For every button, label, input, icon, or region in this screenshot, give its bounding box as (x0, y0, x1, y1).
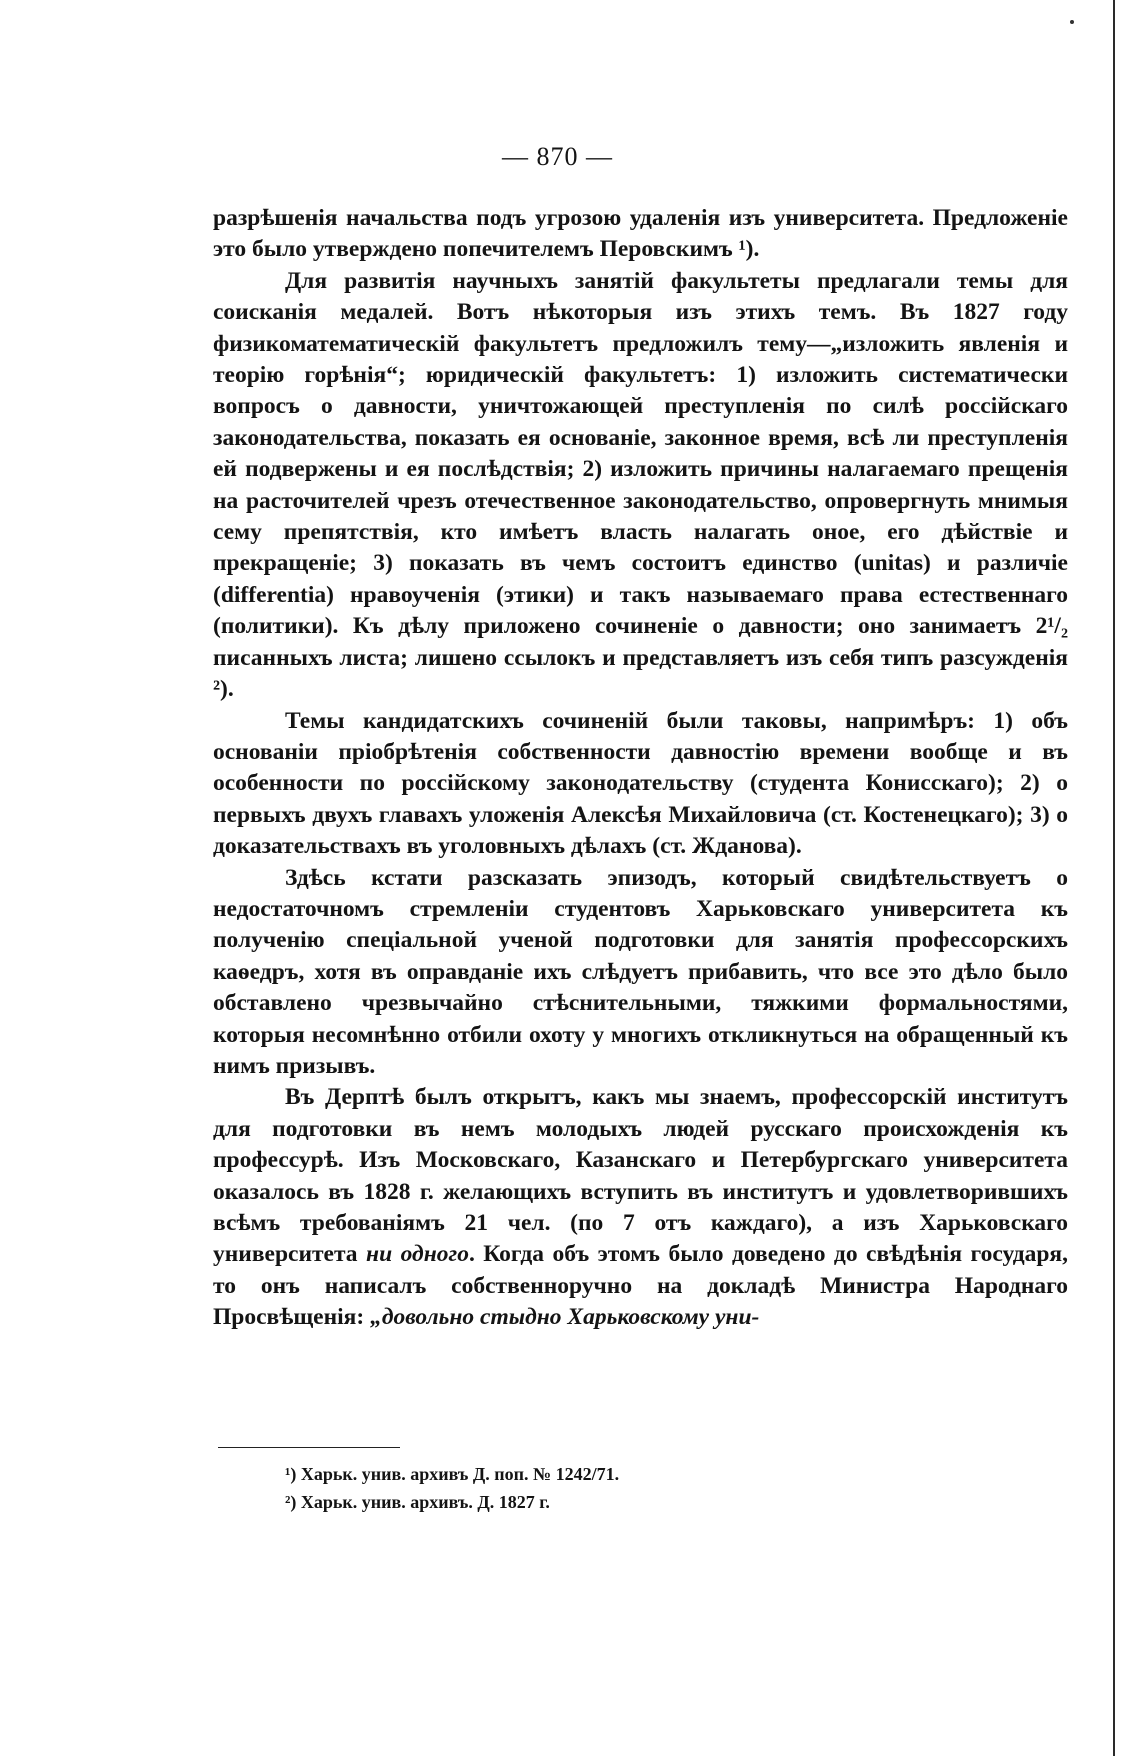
footnote-2: ²) Харьк. унив. архивъ. Д. 1827 г. (285, 1492, 550, 1512)
paragraph-3: Темы кандидатскихъ сочиненій были таковы, напримѣръ: 1) объ основаніи пріобрѣтенія собственности давностію времени вообще и въ особенности по россійскому законодательству (студента Конисскаго); 2) о первыхъ двухъ главахъ уложенія Алексѣя Михайловича (ст. Костенецкаго); 3) о доказательствахъ въ уголовныхъ дѣлахъ (ст. Жданова). (213, 707, 1068, 860)
paragraph-5-italic-a: ни одного (366, 1241, 469, 1268)
page-edge-line (1113, 0, 1115, 1756)
paragraph-5 (213, 1082, 1068, 1333)
paragraph-5-text-a: Въ Дерптѣ былъ открытъ, какъ мы знаемъ, профессорскій институтъ для подготовки въ немъ молодыхъ людей русскаго происхожденія къ профессурѣ. Изъ Московскаго, Казанскаго и Петербургскаго университета оказалось въ 1828 г. желающихъ вступить въ институтъ и удовлетворившихъ всѣмъ требованіямъ 21 чел. (по 7 отъ каждаго), а изъ Харьковскаго университета (213, 1084, 1068, 1268)
footnote-1: ¹) Харьк. унив. архивъ Д. поп. № 1242/71. (285, 1464, 620, 1484)
paragraph-2: Для развитія научныхъ занятій факультеты предлагали темы для соисканія медалей. Вотъ нѣкоторыя изъ этихъ темъ. Въ 1827 году физикоматематическій факультетъ предложилъ тему—„изложить явленія и теорію горѣнія“; юридическій факультетъ: 1) изложить систематически вопросъ о давности, уничтожающей преступленія по силѣ россійскаго законодательства, показать ея основаніе, законное время, всѣ ли преступленія ей подвержены и ея послѣдствія; 2) изложить причины налагаемаго прещенія на расточителей чрезъ отечественное законодательство, опровергнуть мнимыя сему препятствія, кто имѣетъ власть налагать оное, его дѣйствіе и прекращеніе; 3) показать въ чемъ состоитъ единство (unitas) и различіе (differentia) нравоученія (этики) и такъ называемаго права естественнаго (политики). Къ дѣлу приложено сочиненіе о давности; оно занимаетъ 2¹/₂ писанныхъ листа; лишено ссылокъ и представляетъ изъ себя типъ разсужденія ²). (213, 267, 1068, 703)
footnotes (285, 1460, 985, 1516)
paragraph-5-text-b: . Когда объ этомъ было доведено до свѣдѣнія государя, то онъ написалъ собственноручно на докладѣ Министра Народнаго Просвѣщенія: (213, 1241, 1069, 1331)
paragraph-5-italic-b: „довольно стыдно Харьковскому уни- (370, 1304, 760, 1331)
scan-speck (1070, 20, 1074, 24)
footnote-separator (218, 1447, 400, 1448)
paragraph-4: Здѣсь кстати разсказать эпизодъ, который свидѣтельствуетъ о недостаточномъ стремленіи студентовъ Харьковскаго университета къ полученію спеціальной ученой подготовки для занятія профессорскихъ каѳедръ, хотя въ оправданіе ихъ слѣдуетъ прибавить, что все это дѣло было обставлено чрезвычайно стѣснительными, тяжкими формальностями, которыя несомнѣнно отбили охоту у многихъ откликнуться на обращенный къ нимъ призывъ. (213, 864, 1068, 1079)
paragraph-1: разрѣшенія начальства подъ угрозою удаленія изъ университета. Предложеніе это было утверждено попечителемъ Перовскимъ ¹). (213, 205, 1068, 263)
page-number: — 870 — (502, 142, 613, 171)
main-text (213, 203, 1068, 1334)
